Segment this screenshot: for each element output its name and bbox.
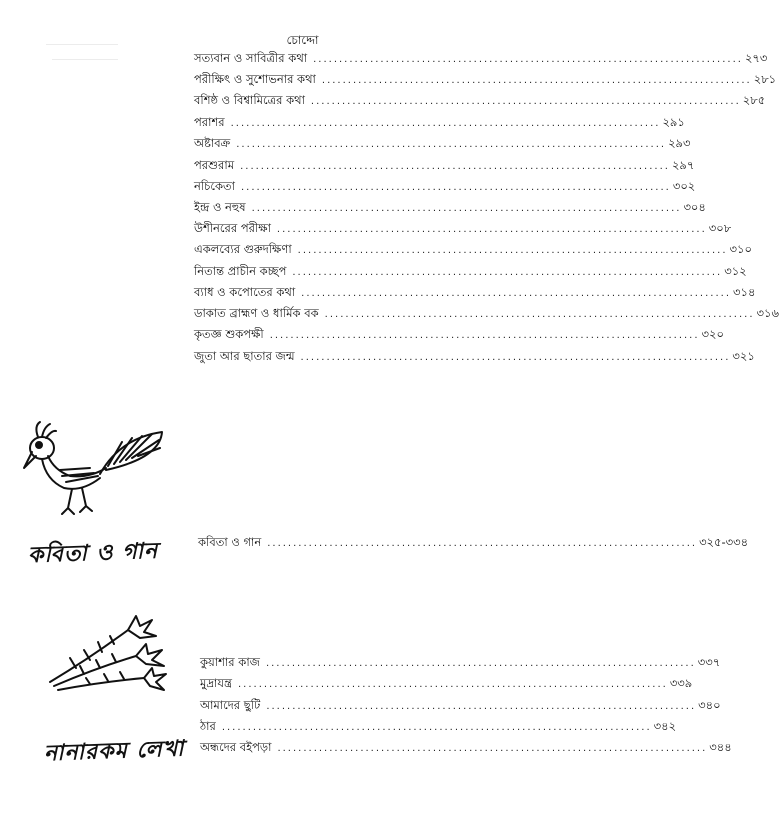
toc-entry[interactable]: [194, 92, 766, 110]
toc-entry-page: ২৮১: [753, 72, 777, 86]
toc-entry-title: অন্ধদের বইপড়া: [200, 740, 272, 754]
leader-dots: ...................................................................................: [297, 245, 728, 256]
leader-dots: ...................................................................................: [237, 679, 668, 690]
leader-dots: ...................................................................................: [230, 118, 661, 129]
toc-entry[interactable]: [194, 157, 695, 175]
toc-entry-title: কৃতজ্ঞ শুকপক্ষী: [194, 327, 264, 341]
toc-entry-title: ডাকাত ব্রাহ্মণ ও ধার্মিক বক: [194, 306, 319, 320]
toc-entry-title: একলব্যের গুরুদক্ষিণা: [194, 242, 292, 256]
toc-entry-title: পরাশর: [194, 115, 225, 129]
toc-entry-title: উশীনরের পরীক্ষা: [194, 221, 271, 235]
toc-entry-page: ২৯৭: [671, 158, 695, 172]
toc-entry-title: বশিষ্ঠ ও বিশ্বামিত্রের কথা: [194, 93, 305, 107]
toc-entry-title: ঠার: [200, 719, 216, 733]
faint-rule: [46, 44, 118, 45]
toc-entry[interactable]: [200, 718, 677, 736]
toc-entry-title: পরীক্ষিৎ ও সুশোভনার কথা: [194, 72, 316, 86]
toc-entry-title: জুতা আর ছাতার জন্ম: [194, 349, 295, 363]
leader-dots: ...................................................................................: [251, 203, 682, 214]
toc-entry-page: ৩১৪: [733, 285, 756, 299]
leader-dots: ...................................................................................: [313, 54, 743, 65]
toc-entry-title: কুয়াশার কাজ: [200, 655, 260, 669]
toc-entry[interactable]: [194, 114, 685, 132]
bird-illustration-icon: [20, 418, 170, 518]
leader-dots: ...................................................................................: [324, 309, 755, 320]
toc-entry[interactable]: [194, 135, 691, 153]
leader-dots: ...................................................................................: [240, 161, 670, 172]
toc-entry-page: ৩২১: [732, 349, 755, 363]
toc-entry[interactable]: [200, 675, 693, 693]
toc-entry-title: নিতান্ত প্রাচীন কচ্ছপ: [194, 264, 287, 278]
toc-entry-page: ৩১০: [729, 242, 752, 256]
toc-entry[interactable]: [194, 263, 747, 281]
toc-entry-page: ৩৩৯: [669, 676, 693, 690]
toc-entry[interactable]: [194, 241, 752, 259]
leader-dots: ...................................................................................: [292, 267, 723, 278]
toc-entry-page: ২৯১: [662, 115, 685, 129]
toc-entry-page: ৩৪২: [653, 719, 677, 733]
leader-dots: ...................................................................................: [321, 75, 752, 86]
toc-entry[interactable]: [200, 739, 732, 757]
toc-entry-page: ৩৪০: [698, 698, 721, 712]
toc-entry-page: ২৮৫: [742, 93, 766, 107]
toc-entry-page: ২৯৩: [668, 136, 691, 150]
toc-entry-page: ৩০৪: [683, 200, 706, 214]
toc-entry-page: ৩২৫-৩৩৪: [699, 535, 749, 549]
leader-dots: ...................................................................................: [300, 352, 731, 363]
leader-dots: ...................................................................................: [236, 139, 667, 150]
toc-entry-page: ৩১২: [724, 264, 747, 278]
toc-entry[interactable]: [194, 71, 777, 89]
toc-entry-title: মুদ্রাযন্ত্র: [200, 676, 232, 690]
toc-entry-title: ইন্দ্র ও নহুষ: [194, 200, 246, 214]
toc-entry-title: পরশুরাম: [194, 158, 235, 172]
leader-dots: ...................................................................................: [276, 224, 707, 235]
toc-entry[interactable]: [200, 697, 721, 715]
faint-rule: [52, 59, 118, 60]
toc-entry-title: সত্যবান ও সাবিত্রীর কথা: [194, 51, 308, 65]
toc-entry-page: ৩০৮: [708, 221, 732, 235]
poems-section-label: কবিতা ও গান: [27, 538, 159, 569]
toc-entry[interactable]: [194, 326, 724, 344]
toc-entry[interactable]: [200, 654, 721, 672]
leader-dots: ...................................................................................: [266, 701, 697, 712]
toc-entry[interactable]: [194, 284, 756, 302]
toc-entry[interactable]: [194, 348, 755, 366]
leader-dots: ...................................................................................: [241, 182, 671, 193]
leader-dots: ...................................................................................: [277, 743, 708, 754]
toc-entry[interactable]: [194, 50, 768, 68]
toc-entry-title: কবিতা ও গান: [198, 535, 262, 549]
leader-dots: ...................................................................................: [267, 538, 698, 549]
misc-section-label: নানারকম লেখা: [43, 736, 185, 767]
toc-entry[interactable]: [194, 220, 732, 238]
flower-illustration-icon: [40, 608, 170, 698]
leader-dots: ...................................................................................: [310, 96, 741, 107]
toc-entry-title: নচিকেতা: [194, 179, 235, 193]
leader-dots: ...................................................................................: [265, 658, 696, 669]
toc-entry-page: ৩০২: [672, 179, 696, 193]
page-header: চোদ্দো: [286, 33, 319, 47]
toc-entry-page: ৩৩৭: [697, 655, 721, 669]
toc-entry-title: অষ্টাবক্র: [194, 136, 231, 150]
toc-entry[interactable]: [194, 199, 706, 217]
leader-dots: ...................................................................................: [301, 288, 732, 299]
toc-entry[interactable]: [194, 178, 696, 196]
leader-dots: ...................................................................................: [269, 330, 700, 341]
toc-entry-title: ব্যাধ ও কপোতের কথা: [194, 285, 296, 299]
toc-entry[interactable]: [194, 305, 779, 323]
toc-entry-page: ২৭৩: [744, 51, 768, 65]
toc-entry-page: ৩১৬: [756, 306, 779, 320]
toc-entry-page: ৩২০: [701, 327, 724, 341]
leader-dots: ...................................................................................: [221, 722, 652, 733]
toc-entry-page: ৩৪৪: [709, 740, 732, 754]
toc-entry-title: আমাদের ছুটি: [200, 698, 261, 712]
poems-toc-entry[interactable]: [198, 534, 749, 552]
